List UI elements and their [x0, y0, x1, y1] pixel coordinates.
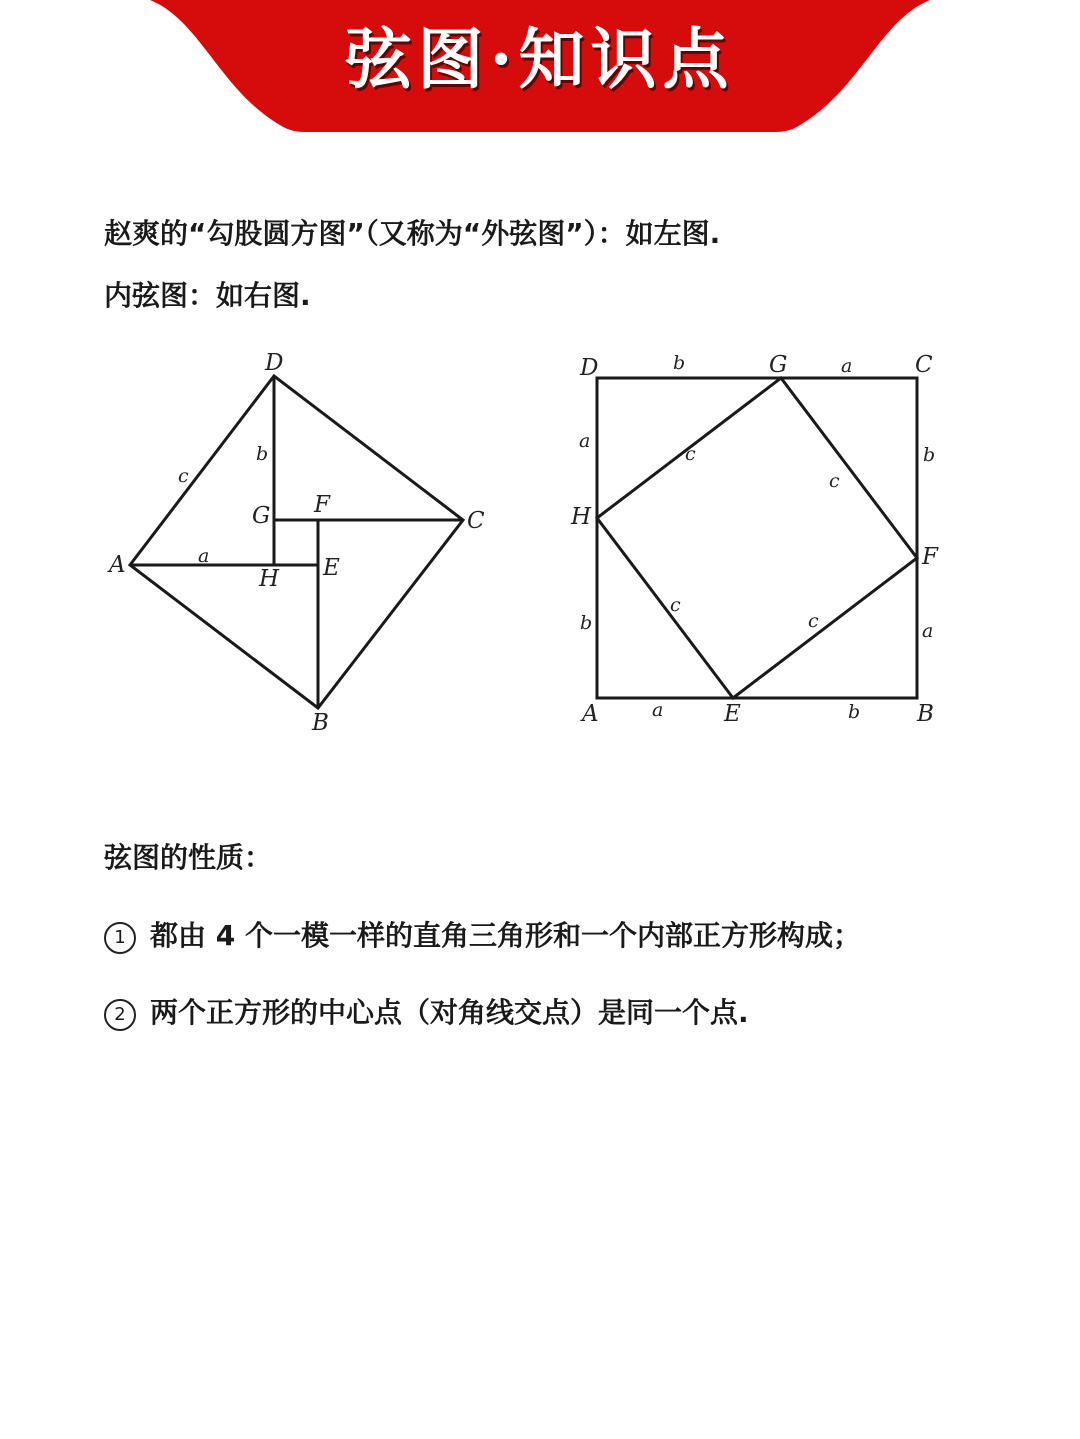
right-side-label-right-top: b [923, 444, 936, 466]
right-label-H: H [571, 504, 592, 530]
right-diagram [560, 340, 960, 740]
left-outer-square [130, 376, 463, 708]
circled-number-1: 1 [104, 922, 136, 954]
left-segment-label-b: b [256, 443, 269, 465]
page-title: 弦图·知识点 [345, 20, 735, 98]
left-diagram [100, 340, 500, 740]
left-label-A: A [109, 552, 126, 578]
property-text-2: 两个正方形的中心点（对角线交点）是同一个点. [150, 996, 749, 1029]
left-label-B: B [312, 710, 329, 736]
left-label-D: D [265, 350, 284, 376]
properties-heading: 弦图的性质： [104, 841, 273, 874]
header-banner [0, 0, 1080, 135]
right-hyp-label-hg: c [685, 443, 696, 465]
property-item-1 [104, 918, 861, 954]
right-side-label-top-left: b [673, 352, 686, 374]
left-segment-label-c: c [178, 465, 189, 487]
right-side-label-bottom-left: a [652, 699, 664, 721]
left-label-G: G [252, 503, 271, 529]
property-item-2 [104, 995, 749, 1031]
right-label-C: C [915, 352, 933, 378]
left-label-E: E [323, 555, 340, 581]
right-side-label-left-bottom: b [580, 612, 593, 634]
right-hyp-label-gf: c [829, 470, 840, 492]
intro-line-outer-diagram: 赵爽的“勾股圆方图”（又称为“外弦图”）：如左图. [104, 217, 721, 250]
right-label-G: G [769, 352, 788, 378]
left-label-H: H [259, 566, 280, 592]
right-side-label-top-right: a [841, 355, 853, 377]
right-outer-square [597, 378, 917, 698]
right-side-label-left-top: a [579, 430, 591, 452]
right-inner-square [597, 378, 917, 698]
circled-number-2: 2 [104, 999, 136, 1031]
right-label-B: B [917, 701, 934, 727]
intro-line-inner-diagram: 内弦图：如右图. [104, 279, 311, 312]
right-label-F: F [922, 544, 938, 570]
right-hyp-label-ef: c [808, 610, 819, 632]
left-label-C: C [467, 508, 485, 534]
right-side-label-right-bottom: a [922, 620, 934, 642]
property-text-1: 都由 4 个一模一样的直角三角形和一个内部正方形构成； [150, 919, 861, 952]
right-label-E: E [724, 701, 741, 727]
right-label-D: D [580, 355, 599, 381]
right-side-label-bottom-right: b [848, 701, 861, 723]
left-label-F: F [314, 492, 330, 518]
left-segment-label-a: a [198, 545, 210, 567]
right-label-A: A [582, 701, 599, 727]
right-hyp-label-he: c [670, 594, 681, 616]
